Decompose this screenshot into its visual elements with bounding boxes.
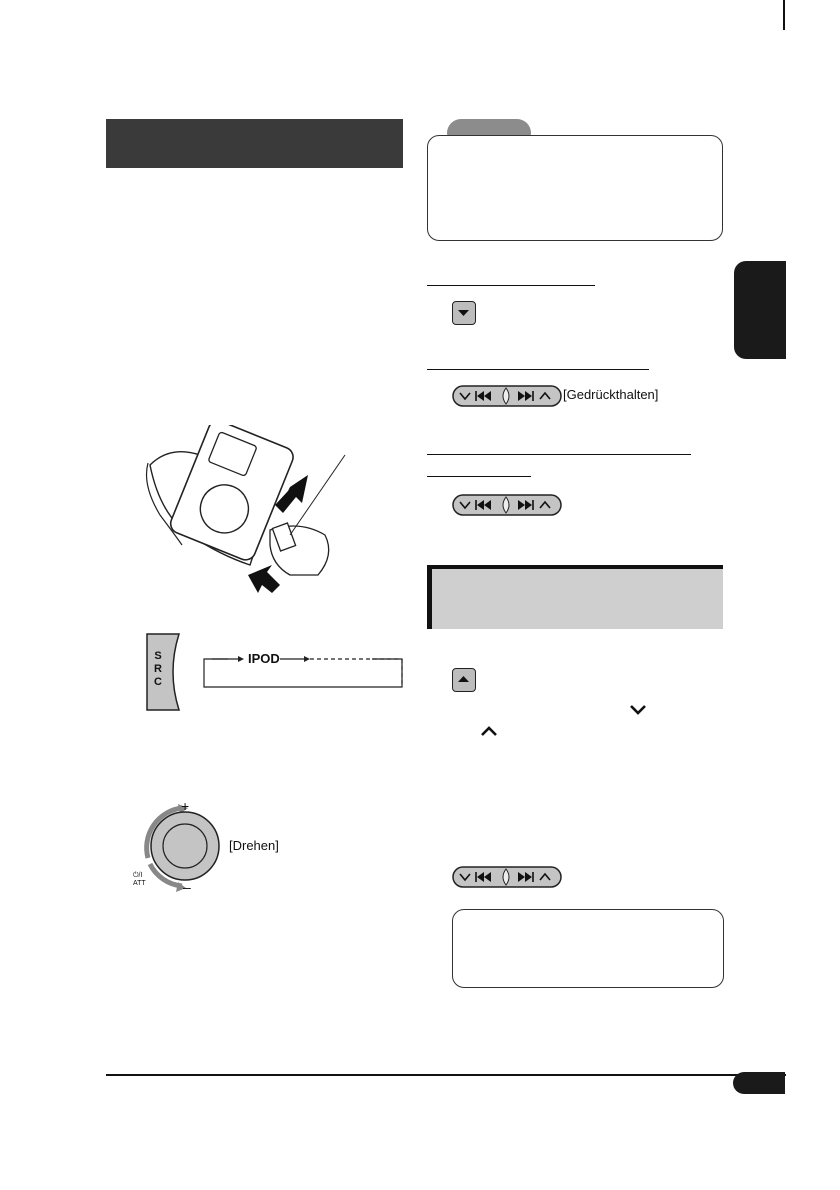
ipod-connection-illustration — [140, 425, 360, 605]
skip-rocker-button[interactable] — [452, 385, 562, 407]
src-letter: C — [154, 676, 162, 688]
chevron-down-icon — [627, 703, 649, 717]
heading-underline — [427, 476, 531, 477]
up-button[interactable] — [452, 668, 476, 692]
note-box — [427, 135, 723, 241]
heading-underline — [427, 285, 595, 286]
turn-label: [Drehen] — [229, 838, 279, 853]
footer-rule — [106, 1074, 786, 1076]
section-title-bar — [106, 119, 403, 168]
skip-rocker-icon — [452, 866, 562, 888]
heading-underline — [427, 454, 691, 455]
triangle-up-icon — [453, 669, 474, 690]
page-number-tab — [733, 1072, 785, 1094]
triangle-down-icon — [453, 302, 474, 323]
volume-plus: + — [181, 798, 190, 814]
heading-underline — [427, 369, 649, 370]
skip-rocker-button[interactable] — [452, 866, 562, 888]
source-cycle-diagram — [200, 650, 404, 690]
section-heading-bar — [427, 565, 723, 629]
volume-minus: – — [183, 879, 191, 895]
chevron-up-icon — [478, 724, 500, 738]
src-letter: R — [154, 663, 162, 675]
skip-rocker-icon — [452, 494, 562, 516]
ipod-source-label: IPOD — [248, 651, 280, 666]
skip-rocker-icon — [452, 385, 562, 407]
hold-label: [Gedrückthalten] — [563, 387, 659, 402]
src-label — [150, 650, 166, 689]
top-margin-rule — [783, 0, 785, 30]
power-label: ⏻/I — [133, 872, 143, 879]
ipod-hand-illustration — [140, 425, 360, 605]
att-label: ATT — [133, 880, 146, 887]
power-att-label — [133, 872, 146, 888]
down-button[interactable] — [452, 301, 476, 325]
language-tab — [734, 261, 786, 359]
info-box — [452, 909, 724, 988]
src-letter: S — [154, 650, 162, 662]
skip-rocker-button[interactable] — [452, 494, 562, 516]
